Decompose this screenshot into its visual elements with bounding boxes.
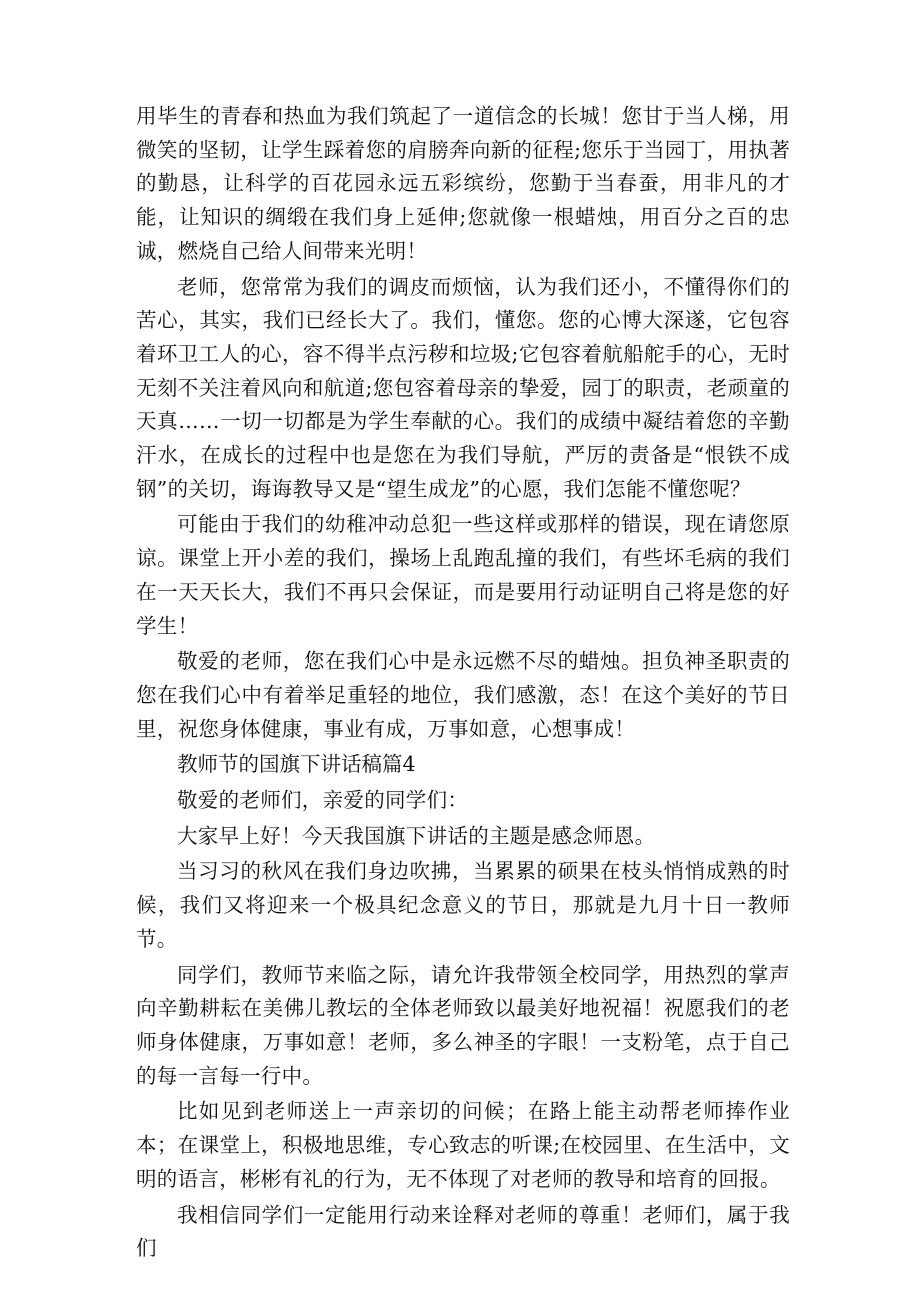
paragraph-4: 敬爱的老师，您在我们心中是永远燃不尽的蜡烛。担负神圣职责的您在我们心中有着举足重轻的地位，我们感激，态！在这个美好的节日里，祝您身体健康，事业有成，万事如意，心想事成！ xyxy=(136,649,790,741)
section-heading: 教师节的国旗下讲话稿篇4 xyxy=(177,752,416,777)
paragraph-1: 用毕生的青春和热血为我们筑起了一道信念的长城！您甘于当人梯，用微笑的坚韧，让学生踩着您的肩膀奔向新的征程;您乐于当园丁，用执著的勤恳，让科学的百花园永远五彩缤纷，您勤于当春蚕，用非凡的才能，让知识的绸缎在我们身上延伸;您就像一根蜡烛，用百分之百的忠诚，燃烧自己给人间带来光明！ xyxy=(136,104,790,263)
paragraph-7: 比如见到老师送上一声亲切的问候；在路上能主动帮老师捧作业本；在课堂上，积极地思维，专心致志的听课;在校园里、在生活中，文明的语言，彬彬有礼的行为，无不体现了对老师的教导和培育的回报。 xyxy=(136,1099,790,1191)
paragraph-3: 可能由于我们的幼稚冲动总犯一些这样或那样的错误，现在请您原谅。课堂上开小差的我们，操场上乱跑乱撞的我们，有些坏毛病的我们在一天天长大，我们不再只会保证，而是要用行动证明自己将是您的好学生！ xyxy=(136,512,790,638)
salutation: 敬爱的老师们，亲爱的同学们： xyxy=(177,788,469,813)
greeting: 大家早上好！今天我国旗下讲话的主题是感念师恩。 xyxy=(177,823,656,848)
paragraph-5: 当习习的秋风在我们身边吹拂，当累累的硕果在枝头悄悄成熟的时候，我们又将迎来一个极具纪念意义的节日，那就是九月十日一教师节。 xyxy=(136,859,790,951)
paragraph-8: 我相信同学们一定能用行动来诠释对老师的尊重！老师们，属于我们 xyxy=(136,1202,790,1261)
paragraph-6: 同学们，教师节来临之际，请允许我带领全校同学，用热烈的掌声向辛勤耕耘在美佛儿教坛的全体老师致以最美好地祝福！祝愿我们的老师身体健康，万事如意！老师，多么神圣的字眼！一支粉笔，点于自己的每一言每一行中。 xyxy=(136,962,790,1088)
document-page xyxy=(136,100,790,1266)
paragraph-2: 老师，您常常为我们的调皮而烦恼，认为我们还小，不懂得你们的苦心，其实，我们已经长大了。我们，懂您。您的心博大深遂，它包容着环卫工人的心，容不得半点污秽和垃圾;它包容着航船舵手的心，无时无刻不关注着风向和航道;您包容着母亲的挚爱，园丁的职责，老顽童的天真……一切一切都是为学生奉献的心。我们的成绩中凝结着您的辛勤汗水，在成长的过程中也是您在为我们导航，严厉的责备是“恨铁不成钢”的关切，诲诲教导又是“望生成龙”的心愿，我们怎能不懂您呢？ xyxy=(136,274,790,501)
